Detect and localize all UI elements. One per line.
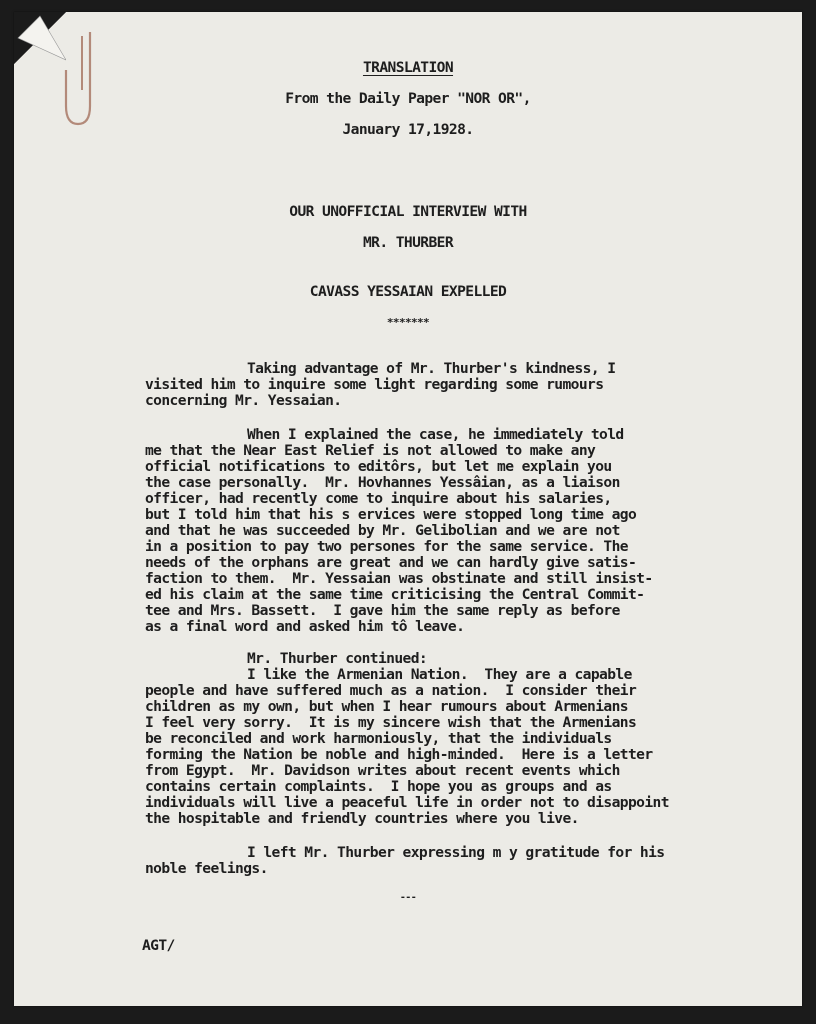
paragraph-3-line: people and have suffered much as a nation. I consider their [145, 682, 637, 699]
paragraph-4-line: I left Mr. Thurber expressing m y gratitude for his [247, 844, 665, 861]
paragraph-3-line: children as my own, but when I hear rumours about Armenians [145, 698, 628, 715]
corner-fold-icon [14, 12, 66, 64]
paragraph-1-line: visited him to inquire some light regarding some rumours [145, 376, 604, 393]
paragraph-3-line: individuals will live a peaceful life in order not to disappoint [145, 794, 669, 811]
paragraph-2-line: official notifications to editôrs, but let me explain you [145, 458, 612, 475]
paragraph-2-line: tee and Mrs. Bassett. I gave him the same reply as before [145, 602, 620, 619]
paragraph-2-line: in a position to pay two persones for the same service. The [145, 538, 628, 555]
paragraph-3-line: contains certain complaints. I hope you as groups and as [145, 778, 612, 795]
paragraph-3-line: forming the Nation be noble and high-minded. Here is a letter [145, 746, 653, 763]
paragraph-1-line: concerning Mr. Yessaian. [145, 392, 342, 409]
paragraph-3-line: the hospitable and friendly countries where you live. [145, 810, 579, 827]
asterisk-divider: ******* [386, 316, 430, 329]
paragraph-3-line: from Egypt. Mr. Davidson writes about recent events which [145, 762, 620, 779]
paperclip-icon [60, 28, 100, 128]
paragraph-3-line: I like the Armenian Nation. They are a capable [247, 666, 632, 683]
document-title: TRANSLATION [362, 59, 454, 76]
paragraph-2-line: When I explained the case, he immediately told [247, 426, 624, 443]
interview-title-line1: OUR UNOFFICIAL INTERVIEW WITH [289, 203, 527, 220]
interview-title-line2: MR. THURBER [362, 234, 454, 251]
paragraph-2-line: needs of the orphans are great and we can hardly give satis- [145, 554, 637, 571]
paragraph-3-line: be reconciled and work harmoniously, that the individuals [145, 730, 612, 747]
paragraph-2-line: me that the Near East Relief is not allowed to make any [145, 442, 596, 459]
source-line: From the Daily Paper "NOR OR", [285, 90, 531, 107]
headline: CAVASS YESSAIAN EXPELLED [309, 283, 507, 300]
typist-initials: AGT/ [142, 937, 175, 954]
paragraph-3-line: Mr. Thurber continued: [247, 650, 428, 667]
paragraph-2-line: as a final word and asked him tô leave. [145, 618, 465, 635]
date-line: January 17,1928. [342, 121, 474, 138]
paragraph-4-line: noble feelings. [145, 860, 268, 877]
paragraph-3-line: I feel very sorry. It is my sincere wish that the Armenians [145, 714, 637, 731]
paragraph-2-line: officer, had recently come to inquire about his salaries, [145, 490, 612, 507]
end-dash: --- [399, 892, 417, 903]
paragraph-2-line: but I told him that his s ervices were stopped long time ago [145, 506, 637, 523]
paragraph-1-line: Taking advantage of Mr. Thurber's kindness, I [247, 360, 616, 377]
paragraph-2-line: faction to them. Mr. Yessaian was obstinate and still insist- [145, 570, 653, 587]
paragraph-2-line: the case personally. Mr. Hovhannes Yessâian, as a liaison [145, 474, 620, 491]
paragraph-2-line: and that he was succeeded by Mr. Gelibolian and we are not [145, 522, 620, 539]
paragraph-2-line: ed his claim at the same time criticising the Central Commit- [145, 586, 645, 603]
